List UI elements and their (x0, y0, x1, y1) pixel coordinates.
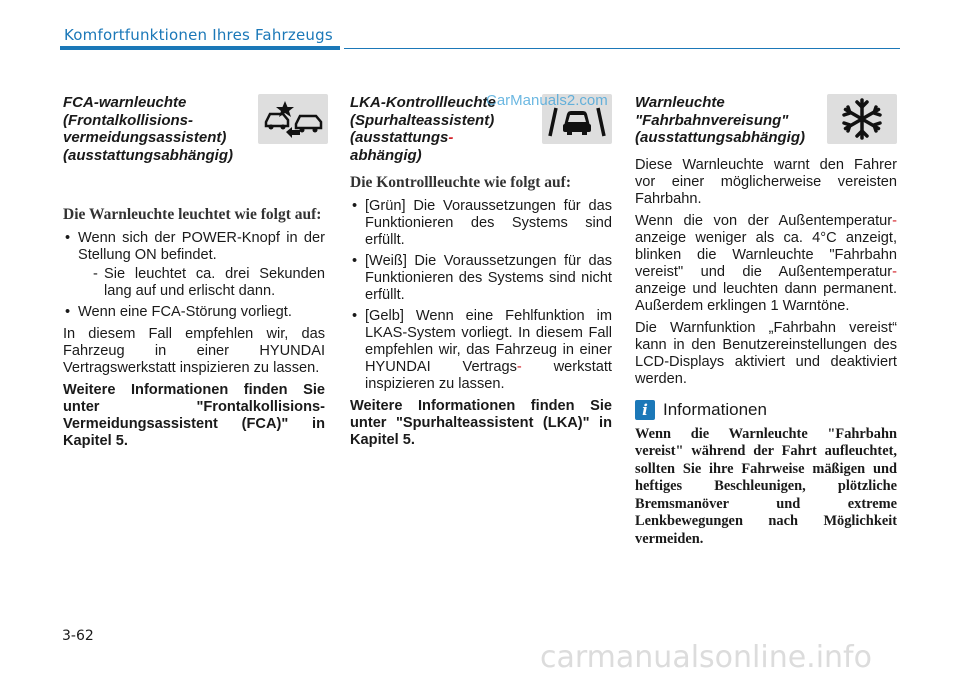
ice-paragraph-2-part-c: anzeige und leuchten dann permanent. Außerdem erklingen 1 Warntöne. (635, 280, 897, 314)
list-item: • Wenn eine FCA-Störung vorliegt. (63, 304, 325, 321)
chapter-title: Komfortfunktionen Ihres Fahrzeugs (64, 26, 333, 44)
fca-bullet-1-text: Wenn sich der POWER-Knopf in der Stellung ON befindet. (78, 230, 325, 263)
fca-collision-icon (258, 94, 328, 144)
ice-paragraph-2-part-b: anzeige weniger als ca. 4°C anzeigt, blinken die Warnleuchte "Fahrbahn vereist" und die Außentemperatur (635, 229, 897, 280)
fca-sub-bullet: - Sie leuchtet ca. drei Sekunden lang auf und erlischt dann. (78, 266, 325, 300)
fca-section (63, 94, 325, 455)
ice-paragraph-3: Die Warnfunktion „Fahrbahn vereist“ kann in den Benutzereinstellungen des LCD-Displays aktiviert und deaktiviert werden. (635, 319, 897, 387)
lka-bullet-3-part-b: werkstatt inspizieren zu lassen. (365, 359, 612, 392)
header-accent-bar (60, 46, 340, 50)
info-text: Wenn die Warnleuchte "Fahrbahn vereist" während der Fahrt aufleuchtet, sollten Sie ihre Fahrweise mäßigen und heftiges Beschleunigen, plötzliche Bremsmanöver und extreme Lenkbewegungen nach Möglichkeit vermeiden. (635, 425, 897, 547)
info-header (635, 400, 897, 420)
lka-title-part-a: LKA-Kontrollleuchte (Spurhalteassistent) (ausstattungs (350, 94, 496, 146)
lka-section (350, 94, 612, 454)
ice-warning-title: Warnleuchte "Fahrbahnvereisung" (ausstattungsabhängig) (635, 94, 806, 146)
fca-bullets (63, 230, 325, 321)
lka-title-part-b: abhängig) (350, 146, 422, 164)
snowflake-icon (827, 94, 897, 144)
lka-bullet-3-part-a: [Gelb] Wenn eine Fehlfunktion im LKAS-System vorliegt. In diesem Fall empfehlen wir, das Fahrzeug in einer HYUNDAI Vertrags (365, 308, 612, 375)
lka-bullets (350, 198, 612, 393)
lka-subhead: Die Kontrollleuchte wie folgt auf: (350, 174, 571, 191)
lka-reference: Weitere Informationen finden Sie unter "Spurhalteassistent (LKA)" in Kapitel 5. (350, 398, 612, 448)
list-item: • [Weiß] Die Voraussetzungen für das Funktionieren des Systems sind nicht erfüllt. (350, 253, 612, 304)
list-item: • [Grün] Die Voraussetzungen für das Funktionieren des Systems sind erfüllt. (350, 198, 612, 249)
ice-paragraph-1: Diese Warnleuchte warnt den Fahrer vor einer möglicherweise vereisten Fahrbahn. (635, 156, 897, 207)
ice-warning-section (635, 94, 897, 548)
ice-paragraph-2-part-a: Wenn die von der Außentemperatur (635, 212, 893, 229)
page-number: 3-62 (62, 628, 94, 644)
info-icon: i (635, 400, 655, 420)
list-item (63, 230, 325, 300)
ice-paragraph-2-hyphen-1: - (892, 212, 897, 229)
info-title: Informationen (663, 400, 767, 419)
list-item (350, 308, 612, 393)
ice-paragraph-2-hyphen-2: - (892, 263, 897, 280)
ice-paragraph-2 (635, 213, 897, 315)
watermark-top: CarManuals2.com (486, 92, 608, 109)
lka-title-hyphen: - (448, 129, 454, 146)
fca-reference: Weitere Informationen finden Sie unter "Frontalkollisions-Vermeidungsassistent (FCA)" in Kapitel 5. (63, 382, 325, 449)
header-rule (344, 48, 900, 49)
fca-paragraph: In diesem Fall empfehlen wir, das Fahrzeug in einer HYUNDAI Vertragswerkstatt inspizieren zu lassen. (63, 326, 325, 376)
fca-subhead: Die Warnleuchte leuchtet wie folgt auf: (63, 206, 322, 223)
lka-bullet-3-hyphen: - (516, 359, 522, 375)
watermark-bottom: carmanualsonline.info (540, 640, 872, 675)
fca-title: FCA-warnleuchte (Frontalkollisions- vermeidungsassistent) (ausstattungsabhängig) (63, 94, 234, 164)
